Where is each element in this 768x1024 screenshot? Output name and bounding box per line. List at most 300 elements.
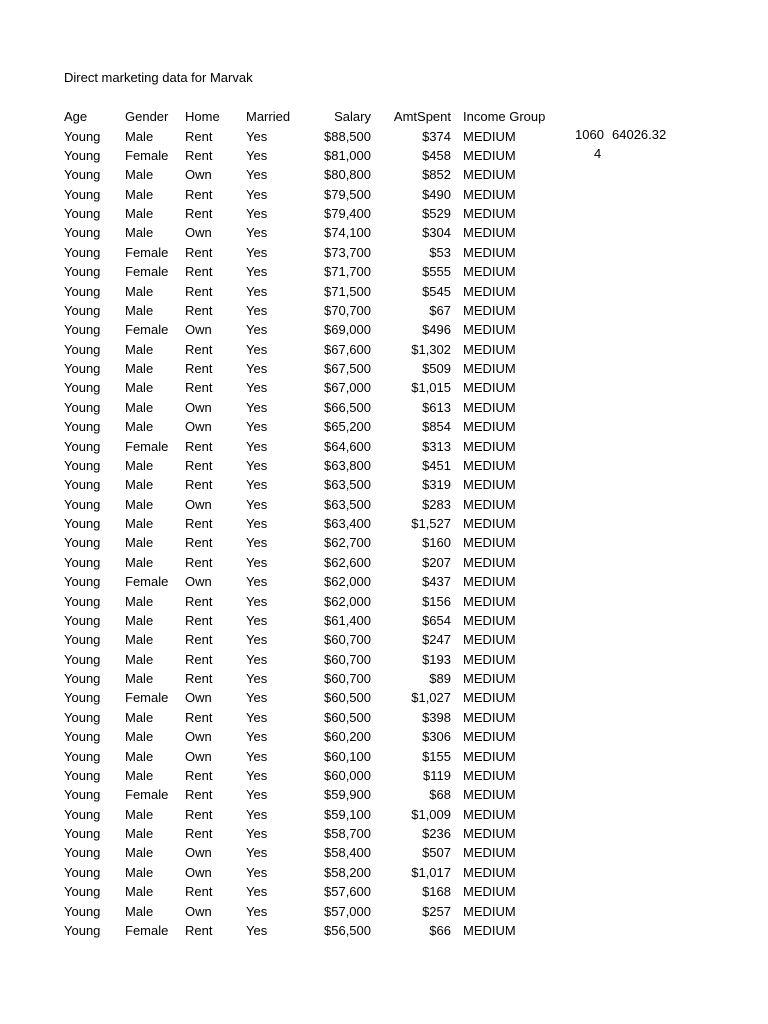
cell-age[interactable]: Young [64, 186, 101, 202]
cell-amt-spent[interactable]: $119 [423, 767, 451, 783]
cell-salary[interactable]: $70,700 [324, 302, 371, 318]
cell-salary[interactable]: $64,600 [324, 438, 371, 454]
cell-age[interactable]: Young [64, 767, 101, 783]
header-married[interactable]: Married [246, 109, 291, 125]
cell-income-group[interactable]: MEDIUM [463, 206, 516, 222]
cell-gender[interactable]: Female [125, 690, 169, 706]
cell-home[interactable]: Rent [185, 806, 213, 822]
cell-gender[interactable]: Male [125, 167, 154, 183]
cell-salary[interactable]: $63,800 [324, 457, 371, 473]
cell-gender[interactable]: Male [125, 380, 154, 396]
cell-age[interactable]: Young [64, 671, 101, 687]
cell-income-group[interactable]: MEDIUM [463, 612, 516, 628]
cell-income-group[interactable]: MEDIUM [463, 244, 516, 260]
cell-married[interactable]: Yes [246, 322, 268, 338]
cell-married[interactable]: Yes [246, 574, 268, 590]
cell-income-group[interactable]: MEDIUM [463, 302, 516, 318]
cell-income-group[interactable]: MEDIUM [463, 554, 516, 570]
cell-gender[interactable]: Male [125, 128, 154, 144]
cell-income-group[interactable]: MEDIUM [463, 477, 516, 493]
cell-amt-spent[interactable]: $313 [422, 438, 451, 454]
cell-home[interactable]: Rent [185, 264, 213, 280]
cell-income-group[interactable]: MEDIUM [463, 225, 516, 241]
cell-salary[interactable]: $66,500 [324, 399, 371, 415]
cell-income-group[interactable]: MEDIUM [463, 283, 516, 299]
cell-home[interactable]: Own [185, 167, 212, 183]
header-amt-spent[interactable]: AmtSpent [393, 109, 451, 125]
cell-salary[interactable]: $65,200 [324, 419, 371, 435]
cell-salary[interactable]: $71,700 [324, 264, 371, 280]
cell-age[interactable]: Young [64, 806, 101, 822]
cell-income-group[interactable]: MEDIUM [463, 186, 516, 202]
cell-amt-spent[interactable]: $247 [422, 632, 451, 648]
cell-home[interactable]: Own [185, 322, 212, 338]
cell-income-group[interactable]: MEDIUM [463, 845, 516, 861]
cell-amt-spent[interactable]: $458 [422, 147, 451, 163]
cell-amt-spent[interactable]: $283 [422, 496, 451, 512]
cell-income-group[interactable]: MEDIUM [463, 574, 516, 590]
cell-age[interactable]: Young [64, 457, 101, 473]
cell-income-group[interactable]: MEDIUM [463, 128, 516, 144]
cell-home[interactable]: Own [185, 729, 212, 745]
cell-home[interactable]: Own [185, 690, 212, 706]
cell-married[interactable]: Yes [246, 806, 268, 822]
cell-married[interactable]: Yes [246, 612, 268, 628]
cell-home[interactable]: Rent [185, 128, 213, 144]
cell-gender[interactable]: Male [125, 283, 154, 299]
cell-gender[interactable]: Male [125, 709, 154, 725]
cell-age[interactable]: Young [64, 884, 101, 900]
cell-amt-spent[interactable]: $156 [422, 593, 451, 609]
cell-home[interactable]: Rent [185, 632, 213, 648]
cell-amt-spent[interactable]: $236 [422, 826, 451, 842]
cell-age[interactable]: Young [64, 748, 101, 764]
header-income-group[interactable]: Income Group [463, 109, 546, 125]
cell-age[interactable]: Young [64, 690, 101, 706]
cell-home[interactable]: Own [185, 748, 212, 764]
cell-age[interactable]: Young [64, 651, 101, 667]
cell-salary[interactable]: $67,600 [324, 341, 371, 357]
cell-gender[interactable]: Female [125, 244, 169, 260]
cell-income-group[interactable]: MEDIUM [463, 535, 516, 551]
cell-gender[interactable]: Male [125, 903, 154, 919]
cell-income-group[interactable]: MEDIUM [463, 496, 516, 512]
cell-home[interactable]: Own [185, 496, 212, 512]
cell-amt-spent[interactable]: $155 [422, 748, 451, 764]
cell-married[interactable]: Yes [246, 186, 268, 202]
cell-amt-spent[interactable]: $654 [422, 612, 451, 628]
cell-salary[interactable]: $71,500 [324, 283, 371, 299]
cell-gender[interactable]: Female [125, 787, 169, 803]
cell-salary[interactable]: $74,100 [324, 225, 371, 241]
cell-salary[interactable]: $62,600 [324, 554, 371, 570]
cell-home[interactable]: Rent [185, 884, 213, 900]
cell-home[interactable]: Own [185, 419, 212, 435]
cell-salary[interactable]: $60,700 [324, 632, 371, 648]
cell-gender[interactable]: Female [125, 322, 169, 338]
cell-married[interactable]: Yes [246, 225, 268, 241]
cell-age[interactable]: Young [64, 496, 101, 512]
cell-salary[interactable]: $61,400 [324, 612, 371, 628]
cell-home[interactable]: Rent [185, 380, 213, 396]
cell-gender[interactable]: Male [125, 632, 154, 648]
cell-married[interactable]: Yes [246, 864, 268, 880]
cell-salary[interactable]: $60,700 [324, 671, 371, 687]
cell-home[interactable]: Own [185, 845, 212, 861]
cell-amt-spent[interactable]: $67 [429, 302, 451, 318]
cell-age[interactable]: Young [64, 903, 101, 919]
cell-income-group[interactable]: MEDIUM [463, 264, 516, 280]
cell-home[interactable]: Own [185, 225, 212, 241]
cell-married[interactable]: Yes [246, 283, 268, 299]
cell-income-group[interactable]: MEDIUM [463, 806, 516, 822]
cell-gender[interactable]: Male [125, 651, 154, 667]
cell-age[interactable]: Young [64, 322, 101, 338]
cell-income-group[interactable]: MEDIUM [463, 651, 516, 667]
cell-gender[interactable]: Male [125, 884, 154, 900]
cell-salary[interactable]: $88,500 [324, 128, 371, 144]
cell-married[interactable]: Yes [246, 516, 268, 532]
cell-age[interactable]: Young [64, 709, 101, 725]
cell-married[interactable]: Yes [246, 206, 268, 222]
cell-married[interactable]: Yes [246, 671, 268, 687]
cell-age[interactable]: Young [64, 535, 101, 551]
cell-age[interactable]: Young [64, 147, 101, 163]
cell-amt-spent[interactable]: $507 [422, 845, 451, 861]
cell-salary[interactable]: $80,800 [324, 167, 371, 183]
cell-income-group[interactable]: MEDIUM [463, 593, 516, 609]
cell-salary[interactable]: $63,500 [324, 496, 371, 512]
cell-income-group[interactable]: MEDIUM [463, 729, 516, 745]
cell-amt-spent[interactable]: $529 [422, 206, 451, 222]
cell-amt-spent[interactable]: $53 [429, 244, 451, 260]
cell-home[interactable]: Rent [185, 516, 213, 532]
cell-salary[interactable]: $58,400 [324, 845, 371, 861]
cell-gender[interactable]: Female [125, 264, 169, 280]
cell-home[interactable]: Rent [185, 361, 213, 377]
cell-gender[interactable]: Male [125, 729, 154, 745]
cell-home[interactable]: Rent [185, 186, 213, 202]
cell-salary[interactable]: $59,100 [324, 806, 371, 822]
cell-home[interactable]: Own [185, 399, 212, 415]
cell-gender[interactable]: Male [125, 186, 154, 202]
cell-age[interactable]: Young [64, 302, 101, 318]
cell-gender[interactable]: Male [125, 361, 154, 377]
cell-salary[interactable]: $62,000 [324, 593, 371, 609]
cell-amt-spent[interactable]: $451 [422, 457, 451, 473]
cell-home[interactable]: Rent [185, 302, 213, 318]
cell-amt-spent[interactable]: $490 [422, 186, 451, 202]
cell-age[interactable]: Young [64, 225, 101, 241]
cell-married[interactable]: Yes [246, 554, 268, 570]
cell-married[interactable]: Yes [246, 380, 268, 396]
cell-amt-spent[interactable]: $89 [429, 671, 451, 687]
cell-amt-spent[interactable]: $398 [422, 709, 451, 725]
cell-salary[interactable]: $63,400 [324, 516, 371, 532]
cell-married[interactable]: Yes [246, 729, 268, 745]
cell-income-group[interactable]: MEDIUM [463, 167, 516, 183]
cell-home[interactable]: Own [185, 903, 212, 919]
cell-home[interactable]: Rent [185, 341, 213, 357]
cell-married[interactable]: Yes [246, 748, 268, 764]
cell-age[interactable]: Young [64, 128, 101, 144]
cell-home[interactable]: Own [185, 864, 212, 880]
cell-married[interactable]: Yes [246, 264, 268, 280]
cell-income-group[interactable]: MEDIUM [463, 826, 516, 842]
cell-amt-spent[interactable]: $306 [422, 729, 451, 745]
cell-married[interactable]: Yes [246, 709, 268, 725]
cell-age[interactable]: Young [64, 477, 101, 493]
cell-salary[interactable]: $69,000 [324, 322, 371, 338]
cell-age[interactable]: Young [64, 283, 101, 299]
cell-married[interactable]: Yes [246, 690, 268, 706]
cell-income-group[interactable]: MEDIUM [463, 341, 516, 357]
cell-married[interactable]: Yes [246, 826, 268, 842]
cell-income-group[interactable]: MEDIUM [463, 322, 516, 338]
cell-age[interactable]: Young [64, 419, 101, 435]
cell-home[interactable]: Rent [185, 922, 213, 938]
cell-amt-spent[interactable]: $168 [422, 884, 451, 900]
cell-amt-spent[interactable]: $304 [422, 225, 451, 241]
cell-amt-spent[interactable]: $374 [422, 128, 451, 144]
cell-income-group[interactable]: MEDIUM [463, 457, 516, 473]
cell-amt-spent[interactable]: $207 [422, 554, 451, 570]
cell-home[interactable]: Rent [185, 593, 213, 609]
header-gender[interactable]: Gender [125, 109, 169, 125]
cell-age[interactable]: Young [64, 922, 101, 938]
cell-salary[interactable]: $63,500 [324, 477, 371, 493]
cell-income-group[interactable]: MEDIUM [463, 671, 516, 687]
header-home[interactable]: Home [185, 109, 220, 125]
cell-amt-spent[interactable]: $193 [422, 651, 451, 667]
cell-income-group[interactable]: MEDIUM [463, 690, 516, 706]
cell-home[interactable]: Rent [185, 671, 213, 687]
cell-gender[interactable]: Male [125, 554, 154, 570]
cell-age[interactable]: Young [64, 264, 101, 280]
cell-income-group[interactable]: MEDIUM [463, 399, 516, 415]
cell-married[interactable]: Yes [246, 244, 268, 260]
cell-gender[interactable]: Male [125, 341, 154, 357]
cell-amt-spent[interactable]: $1,015 [411, 380, 451, 396]
cell-age[interactable]: Young [64, 729, 101, 745]
cell-salary[interactable]: $59,900 [324, 787, 371, 803]
cell-married[interactable]: Yes [246, 593, 268, 609]
cell-salary[interactable]: $79,400 [324, 206, 371, 222]
cell-amt-spent[interactable]: $496 [422, 322, 451, 338]
cell-income-group[interactable]: MEDIUM [463, 419, 516, 435]
cell-home[interactable]: Rent [185, 651, 213, 667]
cell-gender[interactable]: Male [125, 806, 154, 822]
cell-amt-spent[interactable]: $1,302 [411, 341, 451, 357]
cell-home[interactable]: Rent [185, 612, 213, 628]
cell-income-group[interactable]: MEDIUM [463, 709, 516, 725]
cell-income-group[interactable]: MEDIUM [463, 516, 516, 532]
cell-amt-spent[interactable]: $1,527 [411, 516, 451, 532]
cell-gender[interactable]: Male [125, 206, 154, 222]
cell-home[interactable]: Rent [185, 535, 213, 551]
cell-amt-spent[interactable]: $1,009 [411, 806, 451, 822]
cell-income-group[interactable]: MEDIUM [463, 903, 516, 919]
cell-gender[interactable]: Male [125, 399, 154, 415]
cell-age[interactable]: Young [64, 206, 101, 222]
cell-married[interactable]: Yes [246, 302, 268, 318]
cell-gender[interactable]: Male [125, 225, 154, 241]
cell-income-group[interactable]: MEDIUM [463, 361, 516, 377]
cell-salary[interactable]: $67,500 [324, 361, 371, 377]
cell-age[interactable]: Young [64, 399, 101, 415]
cell-married[interactable]: Yes [246, 884, 268, 900]
cell-gender[interactable]: Male [125, 671, 154, 687]
cell-home[interactable]: Rent [185, 826, 213, 842]
cell-income-group[interactable]: MEDIUM [463, 632, 516, 648]
cell-gender[interactable]: Male [125, 477, 154, 493]
cell-age[interactable]: Young [64, 516, 101, 532]
cell-salary[interactable]: $60,500 [324, 709, 371, 725]
cell-age[interactable]: Young [64, 380, 101, 396]
cell-amt-spent[interactable]: $613 [422, 399, 451, 415]
cell-salary[interactable]: $60,100 [324, 748, 371, 764]
cell-home[interactable]: Rent [185, 438, 213, 454]
cell-home[interactable]: Rent [185, 244, 213, 260]
cell-income-group[interactable]: MEDIUM [463, 884, 516, 900]
cell-gender[interactable]: Female [125, 574, 169, 590]
cell-amt-spent[interactable]: $257 [422, 903, 451, 919]
side-value-c[interactable]: 4 [594, 146, 602, 161]
cell-amt-spent[interactable]: $160 [422, 535, 451, 551]
cell-married[interactable]: Yes [246, 903, 268, 919]
cell-gender[interactable]: Female [125, 438, 169, 454]
cell-married[interactable]: Yes [246, 167, 268, 183]
cell-married[interactable]: Yes [246, 361, 268, 377]
cell-amt-spent[interactable]: $1,017 [411, 864, 451, 880]
cell-gender[interactable]: Male [125, 593, 154, 609]
cell-gender[interactable]: Male [125, 748, 154, 764]
cell-income-group[interactable]: MEDIUM [463, 787, 516, 803]
cell-salary[interactable]: $62,000 [324, 574, 371, 590]
cell-age[interactable]: Young [64, 593, 101, 609]
cell-income-group[interactable]: MEDIUM [463, 767, 516, 783]
cell-age[interactable]: Young [64, 438, 101, 454]
cell-salary[interactable]: $60,500 [324, 690, 371, 706]
cell-married[interactable]: Yes [246, 419, 268, 435]
cell-married[interactable]: Yes [246, 787, 268, 803]
cell-amt-spent[interactable]: $509 [422, 361, 451, 377]
cell-married[interactable]: Yes [246, 457, 268, 473]
cell-salary[interactable]: $57,000 [324, 903, 371, 919]
cell-income-group[interactable]: MEDIUM [463, 748, 516, 764]
cell-amt-spent[interactable]: $66 [429, 922, 451, 938]
cell-age[interactable]: Young [64, 361, 101, 377]
cell-home[interactable]: Rent [185, 709, 213, 725]
cell-income-group[interactable]: MEDIUM [463, 438, 516, 454]
cell-amt-spent[interactable]: $1,027 [411, 690, 451, 706]
cell-income-group[interactable]: MEDIUM [463, 922, 516, 938]
cell-salary[interactable]: $58,200 [324, 864, 371, 880]
cell-gender[interactable]: Male [125, 826, 154, 842]
cell-income-group[interactable]: MEDIUM [463, 147, 516, 163]
cell-age[interactable]: Young [64, 864, 101, 880]
cell-married[interactable]: Yes [246, 922, 268, 938]
cell-age[interactable]: Young [64, 554, 101, 570]
cell-gender[interactable]: Male [125, 845, 154, 861]
cell-home[interactable]: Rent [185, 767, 213, 783]
cell-home[interactable]: Rent [185, 554, 213, 570]
side-value-b[interactable]: 64026.32 [612, 127, 667, 142]
cell-married[interactable]: Yes [246, 341, 268, 357]
side-value-a[interactable]: 1060 [575, 127, 604, 142]
cell-married[interactable]: Yes [246, 477, 268, 493]
cell-age[interactable]: Young [64, 167, 101, 183]
cell-age[interactable]: Young [64, 787, 101, 803]
header-salary[interactable]: Salary [334, 109, 371, 125]
cell-gender[interactable]: Male [125, 612, 154, 628]
cell-salary[interactable]: $58,700 [324, 826, 371, 842]
cell-age[interactable]: Young [64, 632, 101, 648]
cell-married[interactable]: Yes [246, 438, 268, 454]
cell-amt-spent[interactable]: $854 [422, 419, 451, 435]
cell-gender[interactable]: Male [125, 302, 154, 318]
cell-salary[interactable]: $67,000 [324, 380, 371, 396]
cell-salary[interactable]: $56,500 [324, 922, 371, 938]
cell-married[interactable]: Yes [246, 399, 268, 415]
cell-home[interactable]: Rent [185, 283, 213, 299]
cell-age[interactable]: Young [64, 341, 101, 357]
cell-amt-spent[interactable]: $852 [422, 167, 451, 183]
cell-home[interactable]: Rent [185, 206, 213, 222]
cell-married[interactable]: Yes [246, 632, 268, 648]
cell-married[interactable]: Yes [246, 767, 268, 783]
cell-married[interactable]: Yes [246, 496, 268, 512]
cell-amt-spent[interactable]: $555 [422, 264, 451, 280]
cell-age[interactable]: Young [64, 845, 101, 861]
cell-age[interactable]: Young [64, 826, 101, 842]
cell-amt-spent[interactable]: $437 [422, 574, 451, 590]
cell-married[interactable]: Yes [246, 147, 268, 163]
cell-home[interactable]: Rent [185, 147, 213, 163]
cell-salary[interactable]: $79,500 [324, 186, 371, 202]
cell-amt-spent[interactable]: $319 [422, 477, 451, 493]
cell-home[interactable]: Rent [185, 457, 213, 473]
cell-gender[interactable]: Female [125, 922, 169, 938]
cell-salary[interactable]: $60,700 [324, 651, 371, 667]
cell-age[interactable]: Young [64, 612, 101, 628]
header-age[interactable]: Age [64, 109, 88, 125]
cell-gender[interactable]: Male [125, 516, 154, 532]
cell-salary[interactable]: $60,000 [324, 767, 371, 783]
cell-age[interactable]: Young [64, 244, 101, 260]
cell-gender[interactable]: Male [125, 457, 154, 473]
cell-income-group[interactable]: MEDIUM [463, 380, 516, 396]
cell-married[interactable]: Yes [246, 128, 268, 144]
cell-salary[interactable]: $57,600 [324, 884, 371, 900]
cell-income-group[interactable]: MEDIUM [463, 864, 516, 880]
cell-home[interactable]: Rent [185, 477, 213, 493]
cell-married[interactable]: Yes [246, 535, 268, 551]
cell-home[interactable]: Rent [185, 787, 213, 803]
cell-salary[interactable]: $60,200 [324, 729, 371, 745]
cell-gender[interactable]: Female [125, 147, 169, 163]
cell-salary[interactable]: $62,700 [324, 535, 371, 551]
cell-home[interactable]: Own [185, 574, 212, 590]
cell-salary[interactable]: $73,700 [324, 244, 371, 260]
cell-gender[interactable]: Male [125, 496, 154, 512]
cell-gender[interactable]: Male [125, 419, 154, 435]
cell-amt-spent[interactable]: $68 [429, 787, 451, 803]
cell-age[interactable]: Young [64, 574, 101, 590]
cell-salary[interactable]: $81,000 [324, 147, 371, 163]
cell-amt-spent[interactable]: $545 [422, 283, 451, 299]
cell-gender[interactable]: Male [125, 767, 154, 783]
